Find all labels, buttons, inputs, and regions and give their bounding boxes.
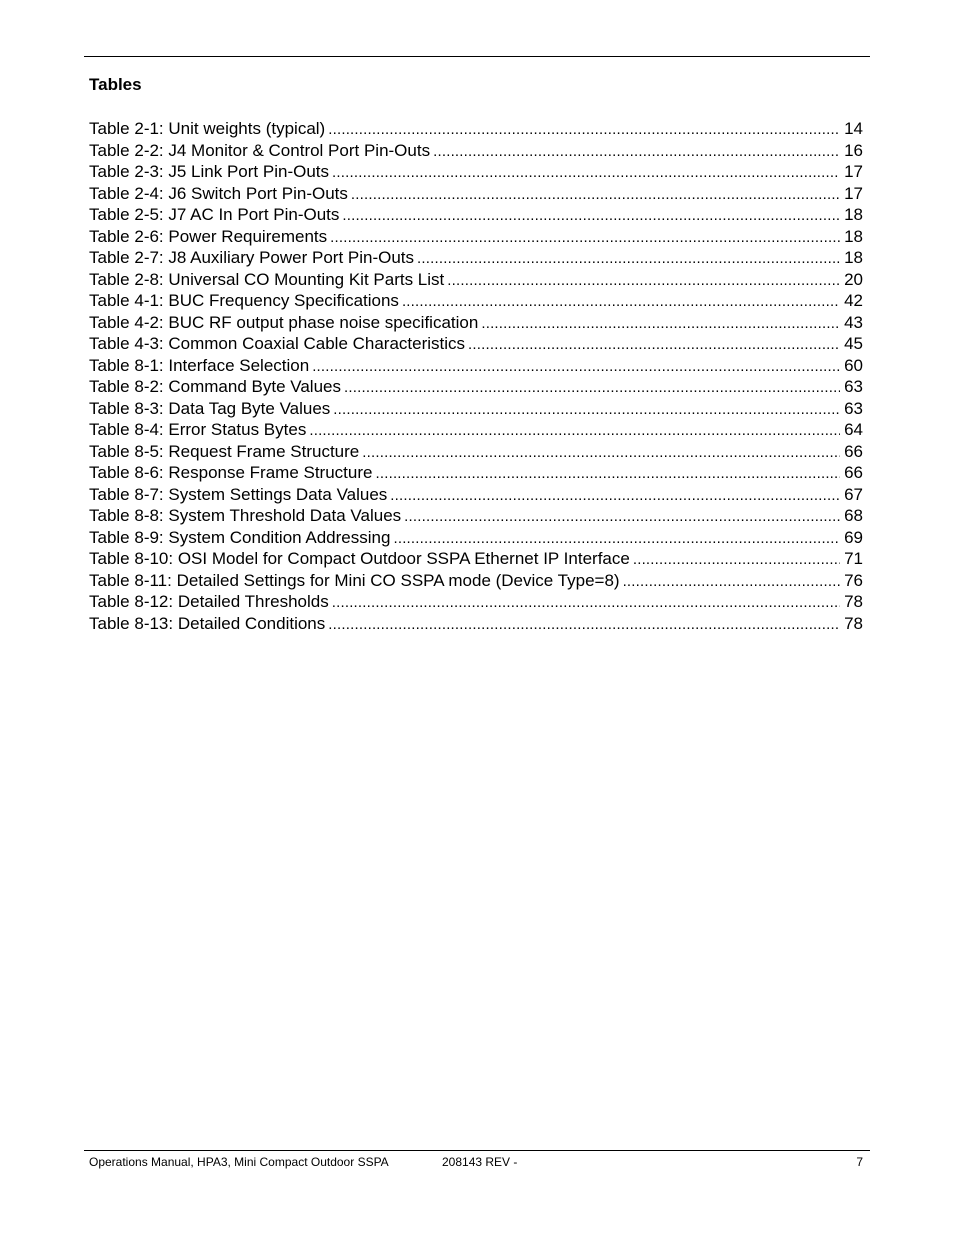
toc-entry[interactable] xyxy=(89,613,863,635)
toc-entry[interactable] xyxy=(89,247,863,269)
toc-dot-leader xyxy=(375,463,840,484)
toc-entry-page: 63 xyxy=(844,398,863,418)
toc-dot-leader xyxy=(342,205,840,226)
toc-entry-title: Table 2-1: Unit weights (typical) xyxy=(89,119,326,138)
toc-entry-page: 16 xyxy=(844,140,863,160)
toc-entry-title: Table 8-6: Response Frame Structure xyxy=(89,463,373,482)
toc-entry-title: Table 8-1: Interface Selection xyxy=(89,355,310,375)
toc-entry-page: 71 xyxy=(844,549,863,568)
toc-entry-title: Table 8-2: Command Byte Values xyxy=(89,377,341,396)
toc-entry-title: Table 8-13: Detailed Conditions xyxy=(89,613,326,633)
toc-entry-page: 20 xyxy=(844,269,863,289)
toc-dot-leader xyxy=(404,506,840,527)
toc-dot-leader xyxy=(417,248,840,269)
toc-dot-leader xyxy=(390,485,840,506)
toc-dot-leader xyxy=(481,313,840,334)
toc-entry[interactable] xyxy=(89,591,863,613)
toc-dot-leader xyxy=(351,184,840,205)
toc-entry-title: Table 8-4: Error Status Bytes xyxy=(89,420,307,439)
toc-entry-title: Table 4-3: Common Coaxial Cable Characteristics xyxy=(89,334,466,353)
toc-entry[interactable] xyxy=(89,419,863,441)
toc-dot-leader xyxy=(332,592,840,613)
toc-entry-title: Table 4-2: BUC RF output phase noise specification xyxy=(89,312,479,332)
toc-entry[interactable] xyxy=(89,269,863,291)
toc-entry[interactable] xyxy=(89,548,863,570)
toc-entry[interactable] xyxy=(89,204,863,226)
toc-entry[interactable] xyxy=(89,376,863,398)
toc-entry-title: Table 2-5: J7 AC In Port Pin-Outs xyxy=(89,205,340,224)
toc-dot-leader xyxy=(328,614,840,635)
toc-entry[interactable] xyxy=(89,161,863,183)
toc-dot-leader xyxy=(633,549,840,570)
toc-entry[interactable] xyxy=(89,333,863,355)
toc-dot-leader xyxy=(402,291,840,312)
toc-entry-title: Table 2-3: J5 Link Port Pin-Outs xyxy=(89,162,330,181)
toc-entry-title: Table 2-7: J8 Auxiliary Power Port Pin-Outs xyxy=(89,248,415,267)
toc-entry-page: 60 xyxy=(844,355,863,375)
toc-entry-title: Table 8-7: System Settings Data Values xyxy=(89,484,388,504)
toc-entry-title: Table 8-10: OSI Model for Compact Outdoor SSPA Ethernet IP Interface xyxy=(89,549,630,568)
toc-entry[interactable] xyxy=(89,462,863,484)
toc-entry[interactable] xyxy=(89,226,863,248)
toc-dot-leader xyxy=(333,399,840,420)
toc-entry[interactable] xyxy=(89,290,863,312)
toc-entry-page: 18 xyxy=(844,205,863,224)
toc-entry-page: 67 xyxy=(844,484,863,504)
toc-entry-page: 63 xyxy=(844,377,863,396)
toc-entry-title: Table 2-2: J4 Monitor & Control Port Pin-Outs xyxy=(89,140,431,160)
toc-entry-page: 76 xyxy=(844,570,863,590)
toc-dot-leader xyxy=(309,420,840,441)
toc-dot-leader xyxy=(312,356,840,377)
toc-dot-leader xyxy=(393,528,840,549)
toc-entry-page: 69 xyxy=(844,527,863,547)
toc-entry-title: Table 2-4: J6 Switch Port Pin-Outs xyxy=(89,183,348,203)
toc-entry-page: 18 xyxy=(844,248,863,267)
toc-entry-page: 45 xyxy=(844,334,863,353)
footer-page-number: 7 xyxy=(856,1155,863,1169)
toc-dot-leader xyxy=(344,377,840,398)
toc-entry-title: Table 8-12: Detailed Thresholds xyxy=(89,592,329,611)
toc-entry-page: 18 xyxy=(844,226,863,246)
toc-entry-page: 64 xyxy=(844,420,863,439)
toc-entry-title: Table 2-8: Universal CO Mounting Kit Parts List xyxy=(89,269,445,289)
toc-entry-title: Table 8-5: Request Frame Structure xyxy=(89,441,360,461)
toc-entry[interactable] xyxy=(89,484,863,506)
toc-entry-page: 14 xyxy=(844,119,863,138)
toc-entry-title: Table 4-1: BUC Frequency Specifications xyxy=(89,291,399,310)
toc-entry-page: 17 xyxy=(844,162,863,181)
toc-entry[interactable] xyxy=(89,312,863,334)
toc-entry-page: 42 xyxy=(844,291,863,310)
toc-entry-page: 78 xyxy=(844,613,863,633)
header-rule xyxy=(84,56,870,57)
footer-doc-number: 208143 REV - xyxy=(442,1155,518,1169)
toc-entry-page: 43 xyxy=(844,312,863,332)
toc-entry-title: Table 8-11: Detailed Settings for Mini CO SSPA mode (Device Type=8) xyxy=(89,570,620,590)
toc-entry[interactable] xyxy=(89,570,863,592)
toc-entry[interactable] xyxy=(89,505,863,527)
toc-entry-page: 78 xyxy=(844,592,863,611)
toc-entry-title: Table 8-8: System Threshold Data Values xyxy=(89,506,402,525)
footer-rule xyxy=(84,1150,870,1151)
toc-entry[interactable] xyxy=(89,355,863,377)
toc-entry[interactable] xyxy=(89,398,863,420)
section-heading: Tables xyxy=(89,75,142,94)
toc-entry[interactable] xyxy=(89,140,863,162)
toc-entry-page: 17 xyxy=(844,183,863,203)
toc-entry[interactable] xyxy=(89,441,863,463)
toc-entry-page: 66 xyxy=(844,441,863,461)
toc-entry-title: Table 8-3: Data Tag Byte Values xyxy=(89,398,331,418)
toc-dot-leader xyxy=(468,334,840,355)
toc-entry[interactable] xyxy=(89,118,863,140)
toc-dot-leader xyxy=(623,571,840,592)
toc-dot-leader xyxy=(447,270,840,291)
toc-entry-page: 66 xyxy=(844,463,863,482)
toc-entry[interactable] xyxy=(89,527,863,549)
toc-dot-leader xyxy=(330,227,840,248)
table-of-tables xyxy=(89,118,863,634)
toc-entry[interactable] xyxy=(89,183,863,205)
toc-dot-leader xyxy=(332,162,840,183)
toc-entry-title: Table 2-6: Power Requirements xyxy=(89,226,328,246)
footer-manual-title: Operations Manual, HPA3, Mini Compact Outdoor SSPA xyxy=(89,1155,389,1169)
toc-dot-leader xyxy=(433,141,840,162)
toc-entry-page: 68 xyxy=(844,506,863,525)
toc-entry-title: Table 8-9: System Condition Addressing xyxy=(89,527,391,547)
toc-dot-leader xyxy=(362,442,840,463)
toc-dot-leader xyxy=(328,119,840,140)
